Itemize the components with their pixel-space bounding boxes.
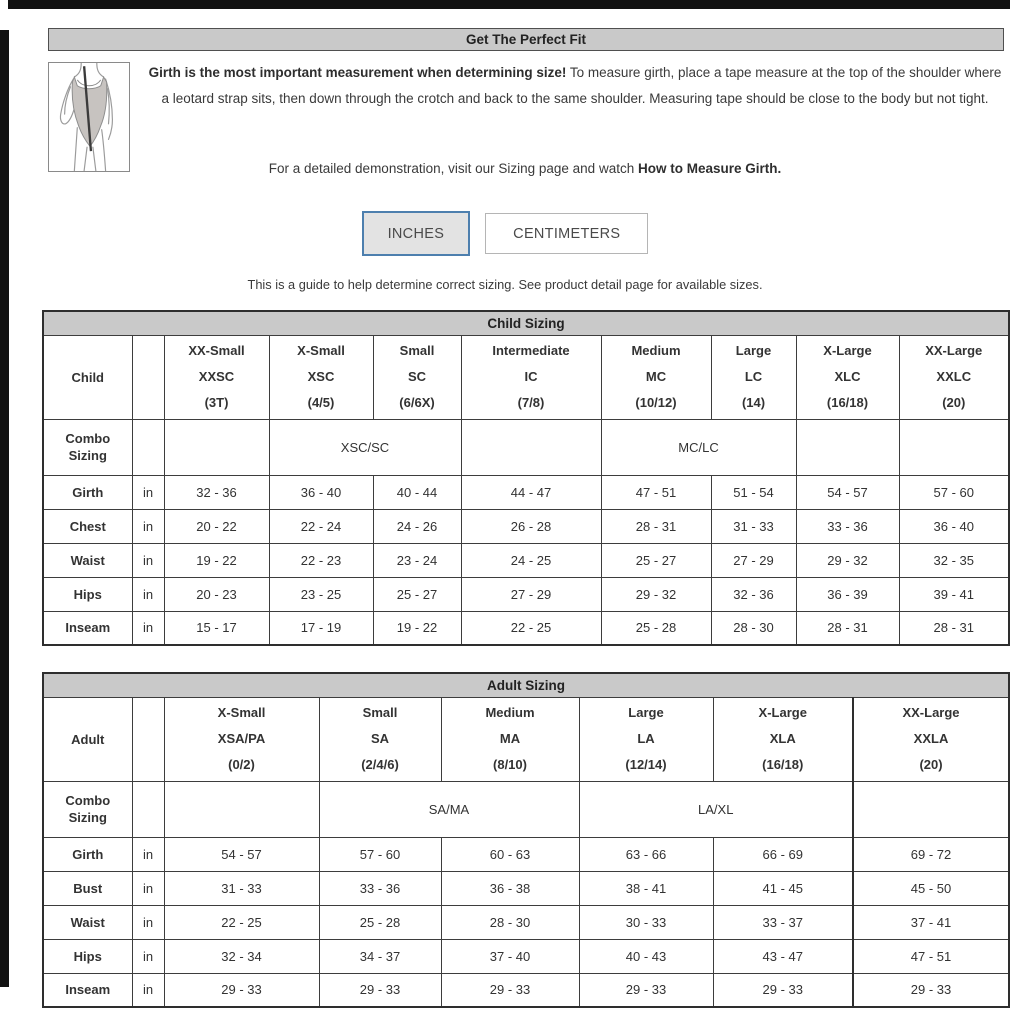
demo-bold: How to Measure Girth.	[637, 161, 782, 176]
unit-cell: in	[132, 871, 164, 905]
table-title: Adult Sizing	[43, 673, 1009, 697]
measurement-value: 36 - 40	[269, 475, 373, 509]
measurement-value: 28 - 31	[899, 611, 1009, 645]
size-column-header: X-Small XSA/PA (0/2)	[164, 697, 319, 781]
measurement-label: Hips	[43, 939, 132, 973]
measurement-value: 25 - 28	[319, 905, 441, 939]
size-column-header: XX-Small XXSC (3T)	[164, 335, 269, 419]
size-header-row	[43, 335, 1009, 419]
measurement-label: Hips	[43, 577, 132, 611]
measurement-value: 36 - 39	[796, 577, 899, 611]
measurement-label: Chest	[43, 509, 132, 543]
measurement-value: 36 - 38	[441, 871, 579, 905]
combo-cell: MC/LC	[601, 419, 796, 475]
measurement-value: 57 - 60	[899, 475, 1009, 509]
measurement-value: 28 - 30	[441, 905, 579, 939]
measurement-label: Inseam	[43, 611, 132, 645]
measurement-value: 19 - 22	[373, 611, 461, 645]
unit-cell: in	[132, 837, 164, 871]
demo-text: For a detailed demonstration, visit our Sizing page and watch	[268, 161, 638, 176]
measurement-value: 39 - 41	[899, 577, 1009, 611]
size-header-row	[43, 697, 1009, 781]
combo-cell	[796, 419, 899, 475]
measurement-value: 28 - 30	[711, 611, 796, 645]
centimeters-button[interactable]: CENTIMETERS	[485, 213, 648, 254]
measurement-row	[43, 577, 1009, 611]
table-row-label: Adult	[43, 697, 132, 781]
measurement-value: 22 - 25	[164, 905, 319, 939]
combo-cell: XSC/SC	[269, 419, 461, 475]
size-column-header: Medium MA (8/10)	[441, 697, 579, 781]
inches-button[interactable]: INCHES	[362, 211, 471, 256]
page-title-text: Get The Perfect Fit	[465, 32, 587, 47]
unit-cell: in	[132, 577, 164, 611]
unit-toggle	[0, 211, 1010, 256]
measurement-value: 25 - 27	[601, 543, 711, 577]
page-title	[48, 28, 1004, 51]
measurement-value: 33 - 37	[713, 905, 853, 939]
measurement-value: 29 - 33	[441, 973, 579, 1007]
measurement-value: 32 - 34	[164, 939, 319, 973]
measurement-value: 29 - 33	[319, 973, 441, 1007]
measurement-value: 32 - 36	[711, 577, 796, 611]
table-title-row	[43, 673, 1009, 697]
measurement-row	[43, 871, 1009, 905]
size-column-header: X-Large XLC (16/18)	[796, 335, 899, 419]
measurement-value: 26 - 28	[461, 509, 601, 543]
measurement-value: 27 - 29	[711, 543, 796, 577]
measurement-label: Inseam	[43, 973, 132, 1007]
measurement-value: 31 - 33	[164, 871, 319, 905]
measurement-row	[43, 905, 1009, 939]
measurement-value: 32 - 35	[899, 543, 1009, 577]
measurement-value: 34 - 37	[319, 939, 441, 973]
size-column-header: XX-Large XXLA (20)	[853, 697, 1009, 781]
unit-cell: in	[132, 905, 164, 939]
measurement-value: 45 - 50	[853, 871, 1009, 905]
girth-intro-rest: To measure girth, place a tape measure at the top of the shoulder where a leotard strap sits, then down through the crotch and back to the same shoulder. Measuring tape should be close to the body but not tight.	[161, 65, 1002, 106]
size-column-header: X-Small XSC (4/5)	[269, 335, 373, 419]
unit-header-cell	[132, 335, 164, 419]
girth-intro-bold: Girth is the most important measurement when determining size!	[148, 65, 567, 80]
measurement-value: 30 - 33	[579, 905, 713, 939]
scan-border-top	[8, 0, 1010, 9]
measurement-value: 29 - 32	[796, 543, 899, 577]
measurement-value: 31 - 33	[711, 509, 796, 543]
measurement-value: 20 - 23	[164, 577, 269, 611]
measurement-row	[43, 939, 1009, 973]
measurement-value: 22 - 25	[461, 611, 601, 645]
combo-sizing-row	[43, 781, 1009, 837]
combo-unit-cell	[132, 419, 164, 475]
size-column-header: Small SC (6/6X)	[373, 335, 461, 419]
measurement-label: Waist	[43, 905, 132, 939]
combo-cell: LA/XL	[579, 781, 853, 837]
girth-intro-paragraph	[145, 60, 1005, 112]
combo-cell: SA/MA	[319, 781, 579, 837]
unit-cell: in	[132, 973, 164, 1007]
measurement-value: 28 - 31	[601, 509, 711, 543]
combo-cell	[164, 781, 319, 837]
measurement-label: Bust	[43, 871, 132, 905]
size-column-header: Small SA (2/4/6)	[319, 697, 441, 781]
measurement-value: 44 - 47	[461, 475, 601, 509]
combo-cell	[461, 419, 601, 475]
measurement-value: 33 - 36	[796, 509, 899, 543]
measurement-value: 29 - 33	[853, 973, 1009, 1007]
measurement-value: 63 - 66	[579, 837, 713, 871]
measurement-value: 29 - 33	[713, 973, 853, 1007]
child-sizing-table	[42, 310, 1010, 646]
measurement-value: 47 - 51	[853, 939, 1009, 973]
measurement-label: Girth	[43, 837, 132, 871]
measurement-value: 36 - 40	[899, 509, 1009, 543]
measurement-value: 69 - 72	[853, 837, 1009, 871]
combo-cell	[164, 419, 269, 475]
measurement-row	[43, 475, 1009, 509]
measurement-value: 66 - 69	[713, 837, 853, 871]
measurement-value: 40 - 43	[579, 939, 713, 973]
measurement-label: Girth	[43, 475, 132, 509]
measurement-value: 29 - 33	[164, 973, 319, 1007]
combo-cell	[899, 419, 1009, 475]
measurement-value: 40 - 44	[373, 475, 461, 509]
measurement-value: 17 - 19	[269, 611, 373, 645]
combo-row-label: Combo Sizing	[43, 781, 132, 837]
combo-row-label: Combo Sizing	[43, 419, 132, 475]
measurement-value: 25 - 27	[373, 577, 461, 611]
size-column-header: Large LA (12/14)	[579, 697, 713, 781]
table-title-row	[43, 311, 1009, 335]
size-column-header: Medium MC (10/12)	[601, 335, 711, 419]
measurement-value: 29 - 32	[601, 577, 711, 611]
measurement-value: 23 - 24	[373, 543, 461, 577]
measurement-value: 37 - 41	[853, 905, 1009, 939]
measurement-value: 47 - 51	[601, 475, 711, 509]
measurement-value: 32 - 36	[164, 475, 269, 509]
measurement-value: 24 - 25	[461, 543, 601, 577]
measurement-row	[43, 611, 1009, 645]
unit-cell: in	[132, 475, 164, 509]
measurement-value: 23 - 25	[269, 577, 373, 611]
measurement-row	[43, 543, 1009, 577]
measurement-value: 19 - 22	[164, 543, 269, 577]
measurement-value: 54 - 57	[164, 837, 319, 871]
measurement-value: 43 - 47	[713, 939, 853, 973]
unit-cell: in	[132, 543, 164, 577]
measurement-row	[43, 973, 1009, 1007]
unit-header-cell	[132, 697, 164, 781]
combo-cell	[853, 781, 1009, 837]
adult-sizing-table	[42, 672, 1010, 1008]
size-column-header: X-Large XLA (16/18)	[713, 697, 853, 781]
measurement-value: 33 - 36	[319, 871, 441, 905]
unit-cell: in	[132, 509, 164, 543]
measurement-value: 27 - 29	[461, 577, 601, 611]
measurement-value: 25 - 28	[601, 611, 711, 645]
measurement-row	[43, 837, 1009, 871]
measurement-value: 22 - 23	[269, 543, 373, 577]
scan-border-left	[0, 30, 9, 987]
sizing-guide-note: This is a guide to help determine correct sizing. See product detail page for available sizes.	[247, 277, 763, 292]
measurement-value: 54 - 57	[796, 475, 899, 509]
unit-cell: in	[132, 939, 164, 973]
measurement-value: 22 - 24	[269, 509, 373, 543]
measurement-value: 38 - 41	[579, 871, 713, 905]
measurement-value: 57 - 60	[319, 837, 441, 871]
measurement-value: 28 - 31	[796, 611, 899, 645]
size-column-header: XX-Large XXLC (20)	[899, 335, 1009, 419]
table-row-label: Child	[43, 335, 132, 419]
girth-measure-figure-icon	[49, 63, 129, 171]
measurement-value: 41 - 45	[713, 871, 853, 905]
table-title: Child Sizing	[43, 311, 1009, 335]
measurement-value: 20 - 22	[164, 509, 269, 543]
measurement-value: 29 - 33	[579, 973, 713, 1007]
measurement-label: Waist	[43, 543, 132, 577]
measurement-row	[43, 509, 1009, 543]
size-column-header: Large LC (14)	[711, 335, 796, 419]
demo-line	[42, 156, 1008, 182]
measurement-value: 15 - 17	[164, 611, 269, 645]
measurement-value: 37 - 40	[441, 939, 579, 973]
measurement-value: 60 - 63	[441, 837, 579, 871]
combo-sizing-row	[43, 419, 1009, 475]
measurement-value: 24 - 26	[373, 509, 461, 543]
size-column-header: Intermediate IC (7/8)	[461, 335, 601, 419]
combo-unit-cell	[132, 781, 164, 837]
measurement-value: 51 - 54	[711, 475, 796, 509]
unit-cell: in	[132, 611, 164, 645]
